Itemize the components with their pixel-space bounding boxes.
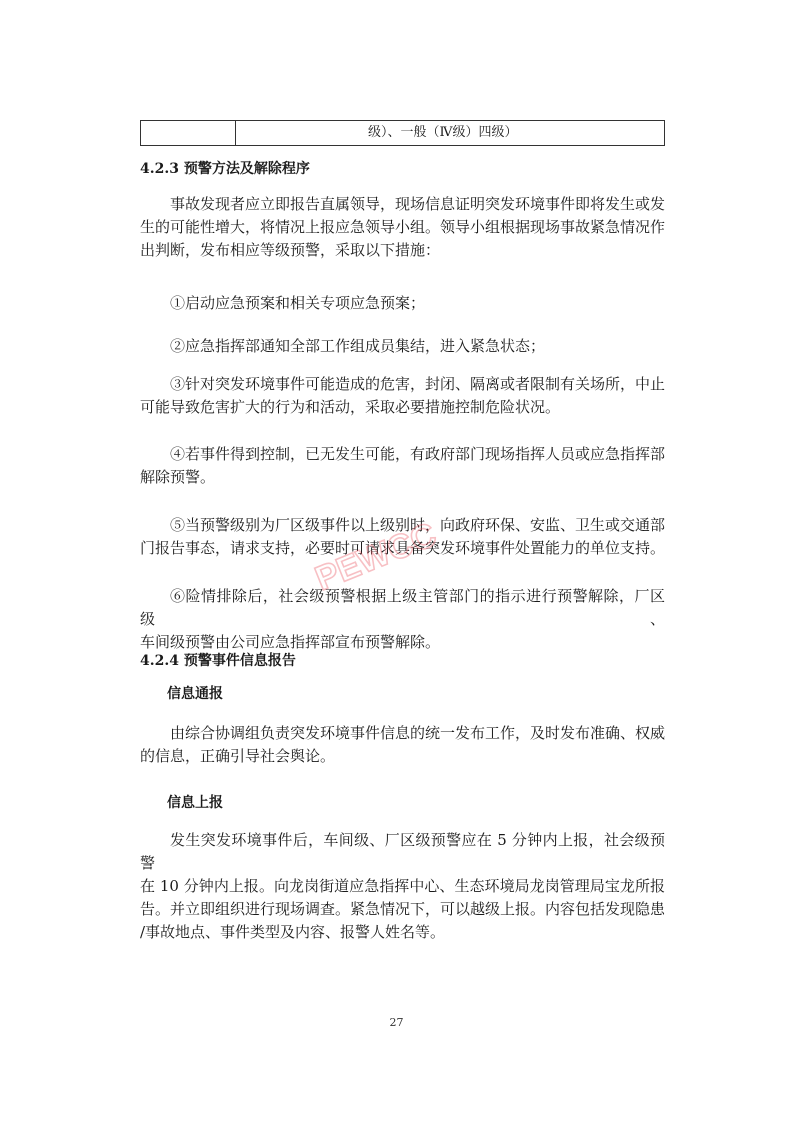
- section-heading-4-2-3: 4.2.3 预警方法及解除程序: [140, 161, 310, 177]
- paragraph-line: ①启动应急预案和相关专项应急预案；: [170, 294, 426, 312]
- table-cell-text: 级）、一般（Ⅳ级）四级）: [368, 125, 518, 140]
- measure-2: [140, 335, 665, 358]
- paragraph-line: 在 10 分钟内上报。向龙岗街道应急指挥中心、生态环境局龙岗管理局宝龙所报: [140, 877, 665, 895]
- paragraph-line: 可能导致危害扩大的行为和活动，采取必要措施控制危险状况。: [140, 398, 561, 416]
- paragraph-line: 生的可能性增大，将情况上报应急领导小组。领导小组根据现场事故紧急情况作: [140, 218, 666, 236]
- paragraph-line: 的信息，正确引导社会舆论。: [140, 747, 336, 765]
- paragraph-line: 由综合协调组负责突发环境事件信息的统一发布工作，及时发布准确、权威: [170, 724, 666, 742]
- paragraph-line: 车间级预警由公司应急指挥部宣布预警解除。: [140, 633, 441, 651]
- measure-1: [140, 292, 665, 315]
- report-paragraph: [140, 829, 665, 944]
- table-fragment: [140, 120, 665, 146]
- paragraph-line: 门报告事态，请求支持，必要时可请求具备突发环境事件处置能力的单位支持。: [140, 539, 666, 557]
- paragraph-line: 发生突发环境事件后，车间级、厂区级预警应在 5 分钟内上报，社会级预警: [140, 831, 665, 872]
- paragraph-line: 解除预警。: [140, 468, 216, 486]
- paragraph-line: ④若事件得到控制，已无发生可能，有政府部门现场指挥人员或应急指挥部: [170, 445, 666, 463]
- table-cell-left: [141, 121, 236, 145]
- paragraph-line: 出判断，发布相应等级预警，采取以下措施：: [140, 241, 441, 259]
- notify-paragraph: [140, 722, 665, 768]
- paragraph-line: ③针对突发环境事件可能造成的危害，封闭、隔离或者限制有关场所，中止: [170, 375, 666, 393]
- paragraph-line: ⑤当预警级别为厂区级事件以上级别时，向政府环保、安监、卫生或交通部: [170, 516, 666, 534]
- page-number: 27: [389, 1016, 404, 1029]
- measure-4: [140, 443, 665, 489]
- measure-3: [140, 373, 665, 419]
- paragraph-line: 告。并立即组织进行现场调查。紧急情况下，可以越级上报。内容包括发现隐患: [140, 900, 666, 918]
- subheading-notify: 信息通报: [167, 686, 223, 702]
- paragraph-line: /事故地点、事件类型及内容、报警人姓名等。: [140, 923, 446, 941]
- paragraph-line: 事故发现者应立即报告直属领导，现场信息证明突发环境事件即将发生或发: [170, 195, 666, 213]
- measure-5: [140, 514, 665, 560]
- intro-paragraph: [140, 193, 665, 262]
- section-heading-4-2-4: 4.2.4 预警事件信息报告: [140, 653, 296, 669]
- paragraph-line: ②应急指挥部通知全部工作组成员集结，进入紧急状态；: [170, 337, 546, 355]
- measure-6: [140, 585, 665, 654]
- watermark-text: PEWCC: [309, 515, 442, 599]
- paragraph-line: ⑥险情排除后，社会级预警根据上级主管部门的指示进行预警解除，厂区级、: [140, 587, 665, 628]
- subheading-report: 信息上报: [167, 795, 223, 811]
